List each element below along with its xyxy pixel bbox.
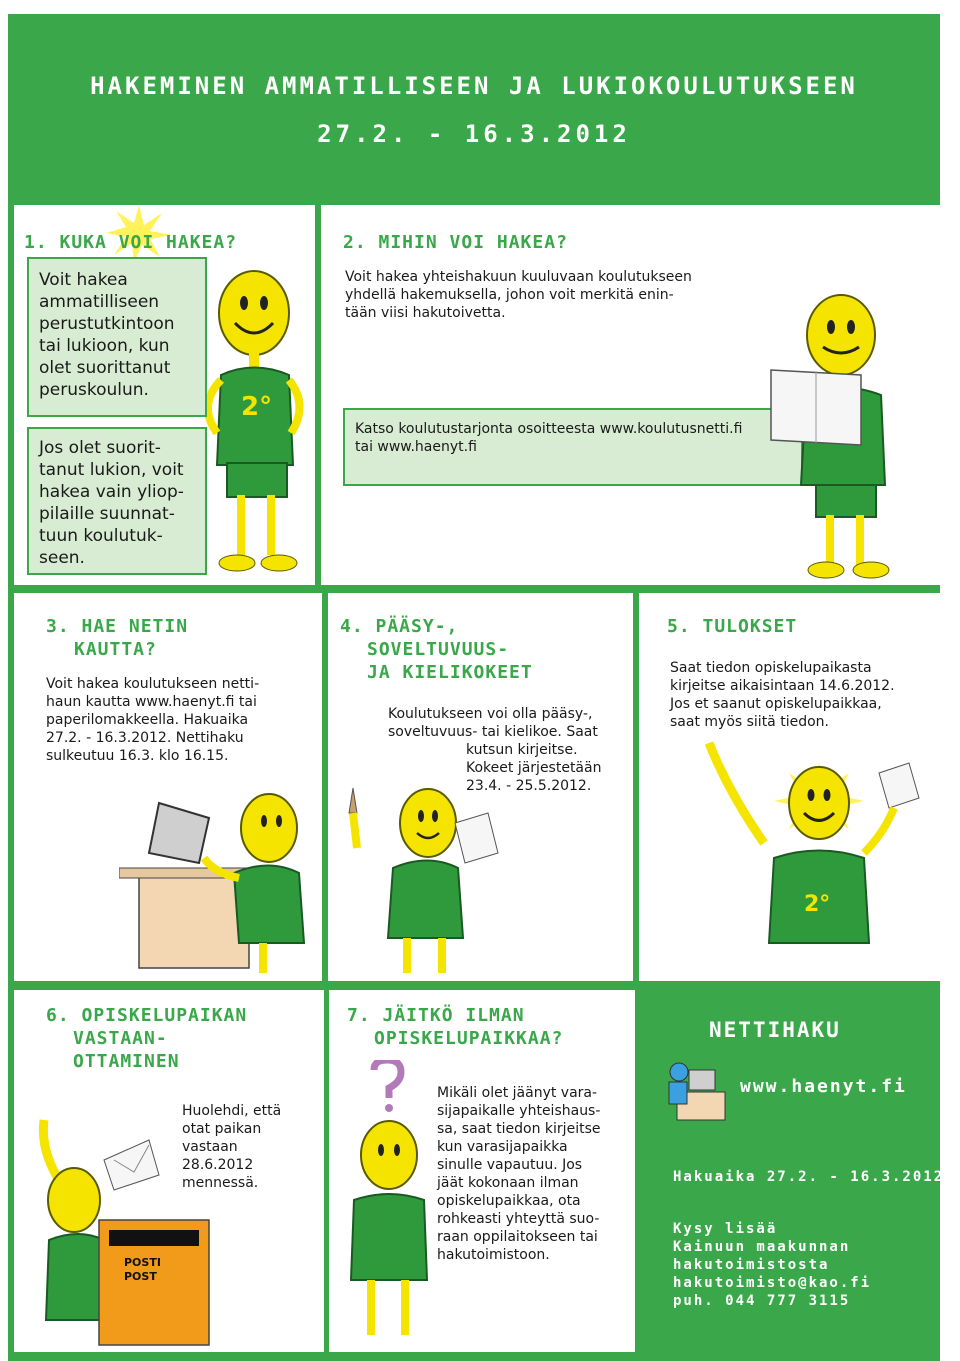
mascot-question-icon: [339, 1060, 439, 1350]
section-7-title: 7. JÄITKÖ ILMAN OPISKELUPAIKKAA?: [347, 1005, 564, 1049]
section-1-box-secondary-text: Jos olet suorit- tanut lukion, voit hakea vain yliop- pilaille suunnat- tuun koulutuk- seen.: [39, 438, 184, 568]
nettihaku-title: NETTIHAKU: [709, 1018, 841, 1042]
nettihaku-hakuaika: Hakuaika 27.2. - 16.3.2012: [673, 1169, 945, 1185]
nettihaku-url[interactable]: www.haenyt.fi: [740, 1076, 907, 1097]
mascot-cheering-icon: [679, 733, 939, 978]
section-6-text: Huolehdi, että otat paikan vastaan 28.6.2012 mennessä.: [182, 1103, 282, 1191]
section-4-text: Koulutukseen voi olla pääsy-, soveltuvuus- tai kielikoe. Saat kutsun kirjeitse. Kokeet järjestetään 23.4. - 25.5.2012.: [388, 706, 602, 794]
panel-section-4: [328, 593, 633, 981]
section-5-title: 5. TULOKSET: [667, 616, 798, 637]
mascot-exam-icon: [343, 783, 513, 978]
mailbox-label-post: POST: [124, 1270, 157, 1283]
section-4-title: 4. PÄÄSY-, SOVELTUVUUS- JA KIELIKOKEET: [340, 616, 533, 683]
computer-user-icon: [667, 1052, 727, 1122]
mascot-computer-icon: [119, 783, 319, 978]
section-6-title: 6. OPISKELUPAIKAN VASTAAN- OTTAMINEN: [46, 1005, 248, 1072]
nettihaku-contact: Kysy lisää Kainuun maakunnan hakutoimistosta hakutoimisto@kao.fi puh. 044 777 3115: [673, 1221, 872, 1309]
panel-section-3: [14, 593, 322, 981]
panel-section-5: [639, 593, 940, 981]
mascot-shirt-label: 2°: [241, 392, 273, 422]
section-1-title: 1. KUKA VOI HAKEA?: [24, 232, 238, 253]
section-2-link-box-text: Katso koulutustarjonta osoitteesta www.koulutusnetti.fi tai www.haenyt.fi: [355, 421, 743, 455]
section-2-text: Voit hakea yhteishakuun kuuluvaan koulutukseen yhdellä hakemuksella, johon voit merkitä enin- tään viisi hakutoivetta.: [345, 269, 692, 321]
section-7-text: Mikäli olet jäänyt vara- sijapaikalle yhteishaus- sa, saat tiedon kirjeitse kun varasijapaikka sinulle vapautuu. Jos jäät kokonaan ilman opiskelupaikkaa, ota rohkeasti yhteyttä suo- raan oppilaitokseen tai hakutoimistoon.: [437, 1085, 601, 1263]
panel-section-6: [14, 990, 324, 1352]
panel-section-1: [14, 205, 315, 585]
contact-email[interactable]: hakutoimisto@kao.fi: [673, 1275, 872, 1291]
section-3-title: 3. HAE NETIN KAUTTA?: [46, 616, 189, 660]
section-2-title: 2. MIHIN VOI HAKEA?: [343, 232, 568, 253]
section-1-box-primary-text: Voit hakea ammatilliseen perustutkintoon tai lukioon, kun olet suorittanut peruskoulun.: [39, 270, 175, 400]
section-2-link-box: [343, 408, 803, 486]
section-1-box-primary: [27, 257, 207, 417]
panel-section-7: [329, 990, 635, 1352]
section-1-box-secondary: [27, 427, 207, 575]
mascot-mailbox-icon: [34, 1090, 224, 1350]
poster-title: HAKEMINEN AMMATILLISEEN JA LUKIOKOULUTUKSEEN: [90, 72, 858, 100]
panel-section-2: [321, 205, 940, 585]
section-3-text: Voit hakea koulutukseen netti- haun kautta www.haenyt.fi tai paperilomakkeella. Hakuaika 27.2. - 16.3.2012. Nettihaku sulkeutuu 16.3. klo 16.15.: [46, 676, 260, 764]
poster-date: 27.2. - 16.3.2012: [317, 120, 631, 148]
mailbox-label-posti: POSTI: [124, 1256, 161, 1269]
mascot-reading-icon: [761, 285, 931, 580]
mascot-shirt-label: 2°: [804, 892, 831, 917]
section-5-text: Saat tiedon opiskelupaikasta kirjeitse aikaisintaan 14.6.2012. Jos et saanut opiskelupaikkaa, saat myös siitä tiedon.: [670, 660, 895, 730]
mascot-hands-on-hips-icon: [199, 265, 314, 585]
